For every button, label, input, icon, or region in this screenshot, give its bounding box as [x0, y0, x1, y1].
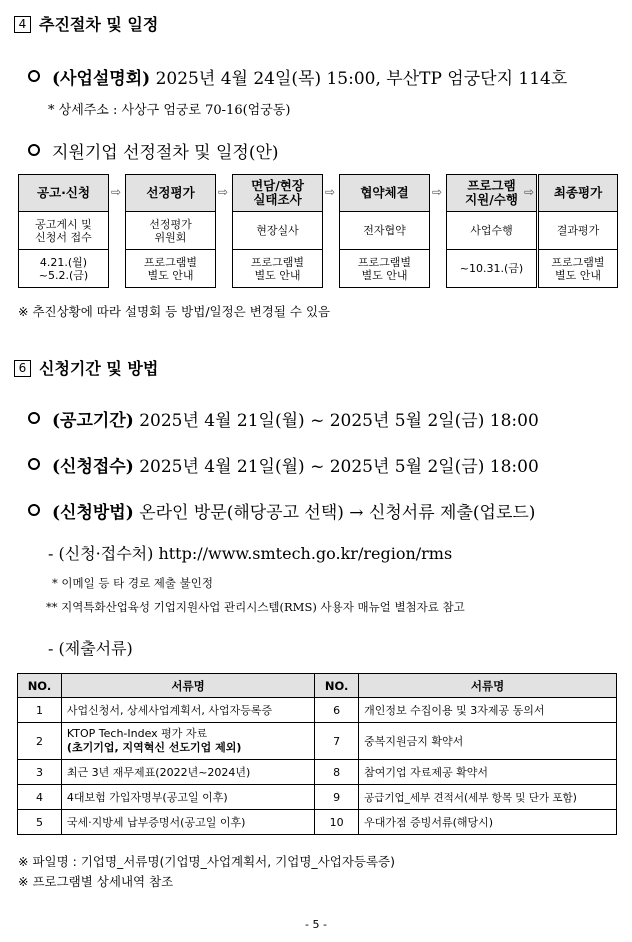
portal-label: - (신청·접수처)	[48, 544, 154, 563]
portal-url[interactable]: http://www.smtech.go.kr/region/rms	[158, 544, 453, 563]
briefing-line	[28, 64, 567, 89]
flow-step-3	[232, 174, 323, 288]
doc-name: 우대가점 증빙서류(해당시)	[359, 810, 617, 835]
arrow-right-icon: ⇨	[524, 185, 535, 199]
doc-name: 참여기업 자료제공 확약서	[359, 760, 617, 785]
method-label: (신청방법)	[52, 503, 134, 523]
doc-no: 10	[315, 810, 359, 835]
doc-name: 4대보험 가입자명부(공고일 이후)	[61, 785, 314, 810]
doc-name: 사업신청서, 상세사업계획서, 사업자등록증	[61, 698, 314, 723]
bullet-circle-icon	[28, 458, 40, 470]
method-text: 온라인 방문(해당공고 선택) → 신청서류 제출(업로드)	[139, 503, 536, 523]
flow-schedule: 프로그램별 별도 안내	[339, 250, 430, 288]
flow-task: 선정평가 위원회	[125, 212, 216, 250]
period-label: (공고기간)	[52, 411, 134, 431]
period-text: 2025년 4월 21일(월) ~ 2025년 5월 2일(금) 18:00	[139, 411, 539, 431]
receipt-line	[28, 452, 539, 477]
flow-step-1	[18, 174, 109, 288]
doc-name: 최근 3년 재무제표(2022년~2024년)	[61, 760, 314, 785]
flow-task: 사업수행	[446, 212, 537, 250]
doc-name: 개인정보 수집이용 및 3자제공 동의서	[359, 698, 617, 723]
page-number: - 5 -	[305, 918, 327, 931]
period-line	[28, 406, 539, 431]
doc-name-exception: (초기기업, 지역혁신 선도기업 제외)	[66, 741, 242, 754]
flow-note: ※ 추진상황에 따라 설명회 등 방법/일정은 변경될 수 있음	[18, 304, 331, 319]
table-row	[18, 760, 617, 785]
file-name-note: ※ 파일명 : 기업명_서류명(기업명_사업계획서, 기업명_사업자등록증)	[18, 854, 396, 869]
header-doc-name: 서류명	[61, 674, 314, 698]
section-title: 추진절차 및 일정	[39, 15, 159, 34]
doc-no: 5	[18, 810, 62, 835]
flow-stage: 공고·신청	[18, 174, 109, 212]
program-note: ※ 프로그램별 상세내역 참조	[18, 874, 174, 889]
doc-name: 국세·지방세 납부증명서(공고일 이후)	[61, 810, 314, 835]
doc-name: 중복지원금지 확약서	[359, 723, 617, 760]
flow-schedule: 프로그램별 별도 안내	[125, 250, 216, 288]
flow-schedule: 4.21.(월) ~5.2.(금)	[18, 250, 109, 288]
doc-no: 6	[315, 698, 359, 723]
header-doc-name: 서류명	[359, 674, 617, 698]
arrow-right-icon: ⇨	[218, 185, 229, 199]
method-line	[28, 498, 535, 523]
flow-step-2	[125, 174, 216, 288]
doc-name-cell	[61, 723, 314, 760]
bullet-circle-icon	[28, 412, 40, 424]
arrow-right-icon: ⇨	[111, 185, 122, 199]
flow-stage: 면담/현장 실태조사	[232, 174, 323, 212]
doc-name: KTOP Tech-Index 평가 자료	[66, 727, 208, 740]
flow-schedule: 프로그램별 별도 안내	[232, 250, 323, 288]
flow-step-6	[538, 174, 618, 288]
doc-no: 8	[315, 760, 359, 785]
table-row	[18, 698, 617, 723]
flow-task: 전자협약	[339, 212, 430, 250]
flow-stage: 프로그램 지원/수행	[446, 174, 537, 212]
header-no: NO.	[315, 674, 359, 698]
doc-no: 2	[18, 723, 62, 760]
section-title: 신청기간 및 방법	[39, 359, 159, 378]
arrow-right-icon: ⇨	[432, 185, 443, 199]
documents-table	[17, 673, 617, 835]
header-no: NO.	[18, 674, 62, 698]
doc-no: 4	[18, 785, 62, 810]
section-number: 4	[14, 16, 31, 33]
note-rms: ** 지역특화산업육성 기업지원사업 관리시스템(RMS) 사용자 매뉴얼 별첨자료 참고	[46, 600, 465, 614]
arrow-right-icon: ⇨	[325, 185, 336, 199]
table-row	[18, 810, 617, 835]
selection-title: 지원기업 선정절차 및 일정(안)	[52, 143, 279, 163]
flow-stage: 최종평가	[538, 174, 618, 212]
briefing-detail: * 상세주소 : 사상구 엄궁로 70-16(엄궁동)	[48, 103, 291, 118]
doc-name: 공급기업_세부 견적서(세부 항목 및 단가 포함)	[359, 785, 617, 810]
flow-schedule: ~10.31.(금)	[446, 250, 537, 288]
table-row	[18, 723, 617, 760]
receipt-text: 2025년 4월 21일(월) ~ 2025년 5월 2일(금) 18:00	[139, 457, 539, 477]
receipt-label: (신청접수)	[52, 457, 134, 477]
section-number: 6	[14, 360, 31, 377]
note-email: * 이메일 등 타 경로 제출 불인정	[52, 576, 213, 590]
selection-title-line	[28, 138, 279, 163]
docs-heading: - (제출서류)	[48, 639, 133, 658]
doc-no: 1	[18, 698, 62, 723]
doc-no: 7	[315, 723, 359, 760]
flow-stage: 협약체결	[339, 174, 430, 212]
flow-stage: 선정평가	[125, 174, 216, 212]
section-4-heading	[14, 12, 158, 35]
section-6-heading	[14, 356, 158, 379]
flow-task: 현장실사	[232, 212, 323, 250]
table-row	[18, 785, 617, 810]
flow-task: 공고게시 및 신청서 접수	[18, 212, 109, 250]
flow-schedule: 프로그램별 별도 안내	[538, 250, 618, 288]
bullet-circle-icon	[28, 144, 40, 156]
flow-task: 결과평가	[538, 212, 618, 250]
table-header-row	[18, 674, 617, 698]
doc-no: 9	[315, 785, 359, 810]
bullet-circle-icon	[28, 504, 40, 516]
briefing-label: (사업설명회)	[52, 69, 151, 89]
flow-step-4	[339, 174, 430, 288]
doc-no: 3	[18, 760, 62, 785]
portal-line	[48, 541, 452, 564]
bullet-circle-icon	[28, 70, 40, 82]
briefing-text: 2025년 4월 24일(목) 15:00, 부산TP 엄궁단지 114호	[155, 69, 568, 89]
